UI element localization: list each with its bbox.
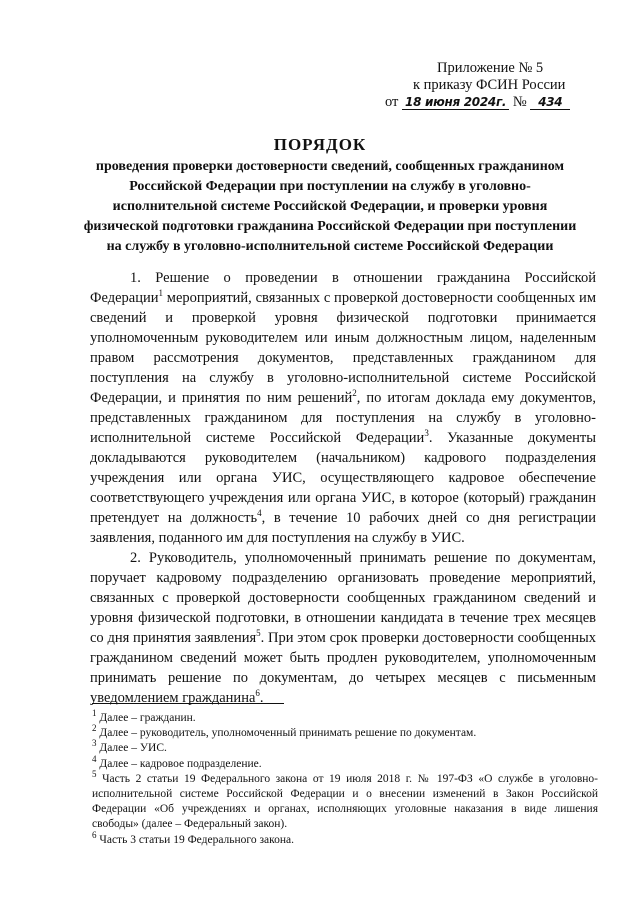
appendix-date-line — [385, 94, 620, 111]
footnote-number: 5 — [92, 768, 97, 779]
footnote-text: Далее – УИС. — [96, 742, 167, 755]
footnote-5 — [92, 768, 598, 833]
footnote-text: Далее – гражданин. — [96, 712, 196, 724]
footnote-1 — [92, 708, 598, 726]
footnote-number: 1 — [92, 708, 97, 719]
p2-text-3: . — [259, 690, 264, 706]
paragraph-2 — [90, 548, 596, 708]
footnote-number: 2 — [92, 723, 97, 734]
footnote-ref-6[interactable]: 6 — [255, 688, 260, 699]
footnote-number: 4 — [92, 753, 97, 764]
document-subtitle: проведения проверки достоверности сведений, сообщенных гражданином Российской Федерации при поступлении на службу в уголовно-исполнительной системе Российской Федерации, и проверки уровня физической подготовки гражданина Российской Федерации при поступлении на службу в уголовно-исполнительной системе Российской Федерации — [83, 159, 577, 254]
p2-text-1: 2. Руководитель, уполномоченный принимать решение по документам, поручает кадровому подразделению организовать проведение мероприятий, связанных с проверкой достоверности сообщенных гражданином сведений и уровня физической подготовки, в отношении кандидата в течение трех месяцев со дня принятия заявления — [90, 550, 596, 646]
footnote-4 — [92, 753, 598, 772]
handwritten-number: 434 — [530, 95, 570, 110]
p1-text-3: , по итогам доклада ему документов, представленных гражданином для поступления на службу в уголовно-исполнительной системе Российской Федерации — [90, 390, 596, 446]
from-label: от — [385, 94, 399, 110]
paragraph-1 — [90, 268, 596, 548]
p1-text-4: . Указанные документы докладываются руководителем (начальником) кадрового подразделения учреждения или органа УИС, осуществляющего кадровое обеспечение соответствующего учреждения или органа УИС, в которое (который) гражданин претендует на должность — [90, 430, 596, 526]
footnote-number: 6 — [92, 829, 97, 840]
handwritten-date: 18 июня 2024г. — [402, 95, 509, 110]
footnote-text: Далее – руководитель, уполномоченный принимать решение по документам. — [96, 727, 477, 740]
footnote-ref-1[interactable]: 1 — [158, 288, 163, 299]
number-label: № — [512, 94, 527, 110]
footnote-ref-3[interactable]: 3 — [424, 428, 429, 439]
appendix-order-ref: к приказу ФСИН России — [413, 77, 566, 93]
p1-text-2: мероприятий, связанных с проверкой достоверности сообщенных им сведений и проверкой уровня физической подготовки принимается уполномоченным руководителем или иным должностным лицом, наделенным правом рассмотрения документов, представленных гражданином для поступления на службу в уголовно-исполнительной системе Российской Федерации, и принятия по ним решений — [90, 290, 596, 406]
footnote-2 — [92, 723, 598, 741]
appendix-header — [385, 60, 620, 111]
footnotes — [92, 708, 598, 848]
p1-text-1: 1. Решение о проведении в отношении гражданина Российской Федерации — [90, 270, 596, 306]
footnote-text: Часть 2 статьи 19 Федерального закона от 19 июля 2018 г. № 197-ФЗ «О службе в уголовно-исполнительной системе Российской Федерации и о внесении изменений в Закон Российской Федерации «Об учреждениях и органах, исполняющих уголовные наказания в виде лишения свободы» (далее – Федеральный закон). — [92, 772, 598, 831]
footnote-divider — [92, 703, 284, 704]
footnote-ref-4[interactable]: 4 — [257, 508, 262, 519]
p1-text-5: , в течение 10 рабочих дней со дня регистрации заявления, поданного им для поступления на службу в УИС. — [90, 510, 596, 546]
footnote-text: Далее – кадровое подразделение. — [96, 757, 262, 770]
footnote-number: 3 — [92, 738, 97, 749]
footnote-6 — [92, 829, 598, 848]
appendix-title: Приложение № 5 — [437, 60, 544, 76]
footnote-text: Часть 3 статьи 19 Федерального закона. — [96, 833, 295, 846]
p2-text-2: . При этом срок проверки достоверности сообщенных гражданином сведений может быть продлен руководителем, уполномоченным принимать решение по документам, до четырех месяцев с письменным уведомлением гражданина — [90, 630, 596, 706]
footnote-3 — [92, 738, 598, 756]
footnote-ref-5[interactable]: 5 — [256, 628, 261, 639]
footnote-ref-2[interactable]: 2 — [352, 388, 357, 399]
document-body — [90, 268, 596, 708]
document-title: ПОРЯДОК — [273, 135, 367, 154]
